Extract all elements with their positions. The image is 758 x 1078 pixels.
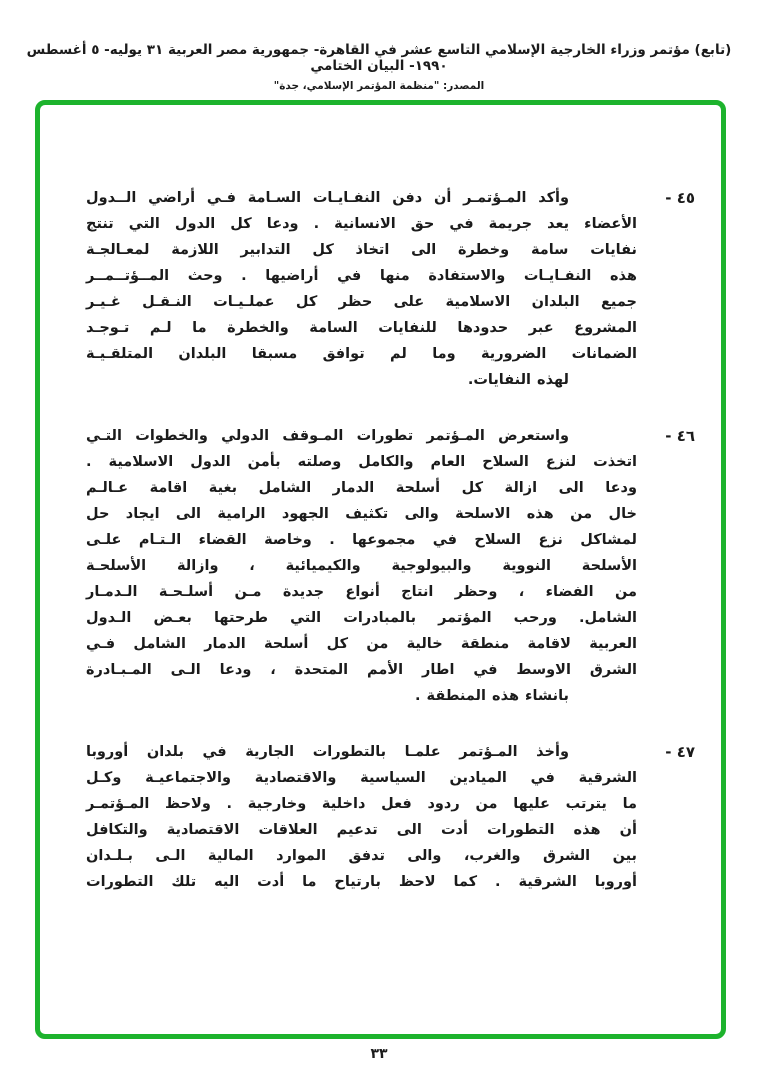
paragraph-number: ٤٥ - [665, 189, 695, 207]
text-line: من الفضاء ، وحظر انتاج أنواع جديدة مـن أسلـحـة الـدمـار [86, 584, 637, 600]
text-line: أوروبا الشرقية . كما لاحظ بارتياح ما أدت اليه تلك التطورات [86, 874, 637, 890]
text-line: الضمانات الضرورية وما لم توافق مسبقا البلدان المتلقـيـة [86, 346, 637, 362]
text-line: ودعا الى ازالة كل أسلحة الدمار الشامل بغية اقامة عـالـم [86, 480, 637, 496]
source-line: المصدر: "منظمة المؤتمر الإسلامي، جدة" [273, 80, 485, 92]
page-number: ٣٣ [370, 1046, 388, 1062]
document-title: (تابع) مؤتمر وزراء الخارجية الإسلامي التاسع عشر في القاهرة- جمهورية مصر العربية ٣١ يوليه- ٥ أغسطس ١٩٩٠- البيان الختامي [26, 42, 732, 74]
text-line: اتخذت لنزع السلاح العام والكامل وصلته بأمن الدول الاسلامية . [86, 454, 637, 470]
text-line: المشروع عبر حدودها للنفايات السامة والخطرة ما لـم تـوجـد [86, 320, 637, 336]
text-line: الأعضاء يعد جريمة في حق الانسانية . ودعا كل الدول التي تنتج [86, 216, 637, 232]
document-body [40, 105, 721, 895]
text-line: الشرق الاوسط في اطار الأمم المتحدة ، ودعا الـى المـبـادرة [86, 662, 637, 678]
text-line: الشامل. ورحب المؤتمر بالمبادرات التي طرحتها بعـض الـدول [86, 610, 637, 626]
document-frame [35, 100, 726, 1039]
text-line: واستعرض المـؤتمر تطورات المـوقف الدولي والخطوات التـي [86, 428, 569, 444]
text-line: ما يترتب عليها من ردود فعل داخلية وخارجية . ولاحظ المـؤتمـر [86, 796, 637, 812]
text-line: خال من هذه الاسلحة والى تكثيف الجهود الرامية الى ايجاد حل [86, 506, 637, 522]
text-line: الأسلحة النووية والبيولوجية والكيميائية ، وازالة الأسلحـة [86, 558, 637, 574]
text-line: وأخذ المـؤتمر علمـا بالتطورات الجارية في بلدان أوروبا [86, 744, 569, 760]
paragraph-number: ٤٦ - [665, 427, 695, 445]
text-line: بانشاء هذه المنطقة . [415, 688, 569, 704]
paragraph-text [86, 739, 637, 895]
text-line: العربية لاقامة منطقة خالية من كل أسلحة الدمار الشامل فـي [86, 636, 637, 652]
paragraph-number: ٤٧ - [665, 743, 695, 761]
page-header [0, 42, 758, 92]
text-line: وأكد المـؤتمـر أن دفن النفـايـات السـامة فـي أراضي الــدول [86, 190, 569, 206]
text-line: هذه النفـايـات والاستفادة منها في أراضيها . وحث المــؤتــمــر [86, 268, 637, 284]
paragraph-text [86, 423, 637, 709]
text-line: نفايات سامة وخطرة الى اتخاذ كل التدابير اللازمة لمعـالجـة [86, 242, 637, 258]
paragraph-text [86, 185, 637, 393]
text-line: جميع البلدان الاسلامية على حظر كل عملـيـات النـقـل غـيـر [86, 294, 637, 310]
paragraph-46 [86, 423, 695, 709]
text-line: لهذه النفايات. [467, 372, 569, 388]
paragraph-47 [86, 739, 695, 895]
text-line: بين الشرق والغرب، والى تدفق الموارد المالية الـى بـلـدان [86, 848, 637, 864]
text-line: أن هذه التطورات أدت الى تدعيم العلاقات الاقتصادية والتكافل [86, 822, 637, 838]
paragraph-45 [86, 185, 695, 393]
text-line: الشرقية في الميادين السياسية والاقتصادية والاجتماعيـة وكـل [86, 770, 637, 786]
text-line: لمشاكل نزع السلاح في مجموعها . وخاصة القضاء الـتـام علـى [86, 532, 637, 548]
